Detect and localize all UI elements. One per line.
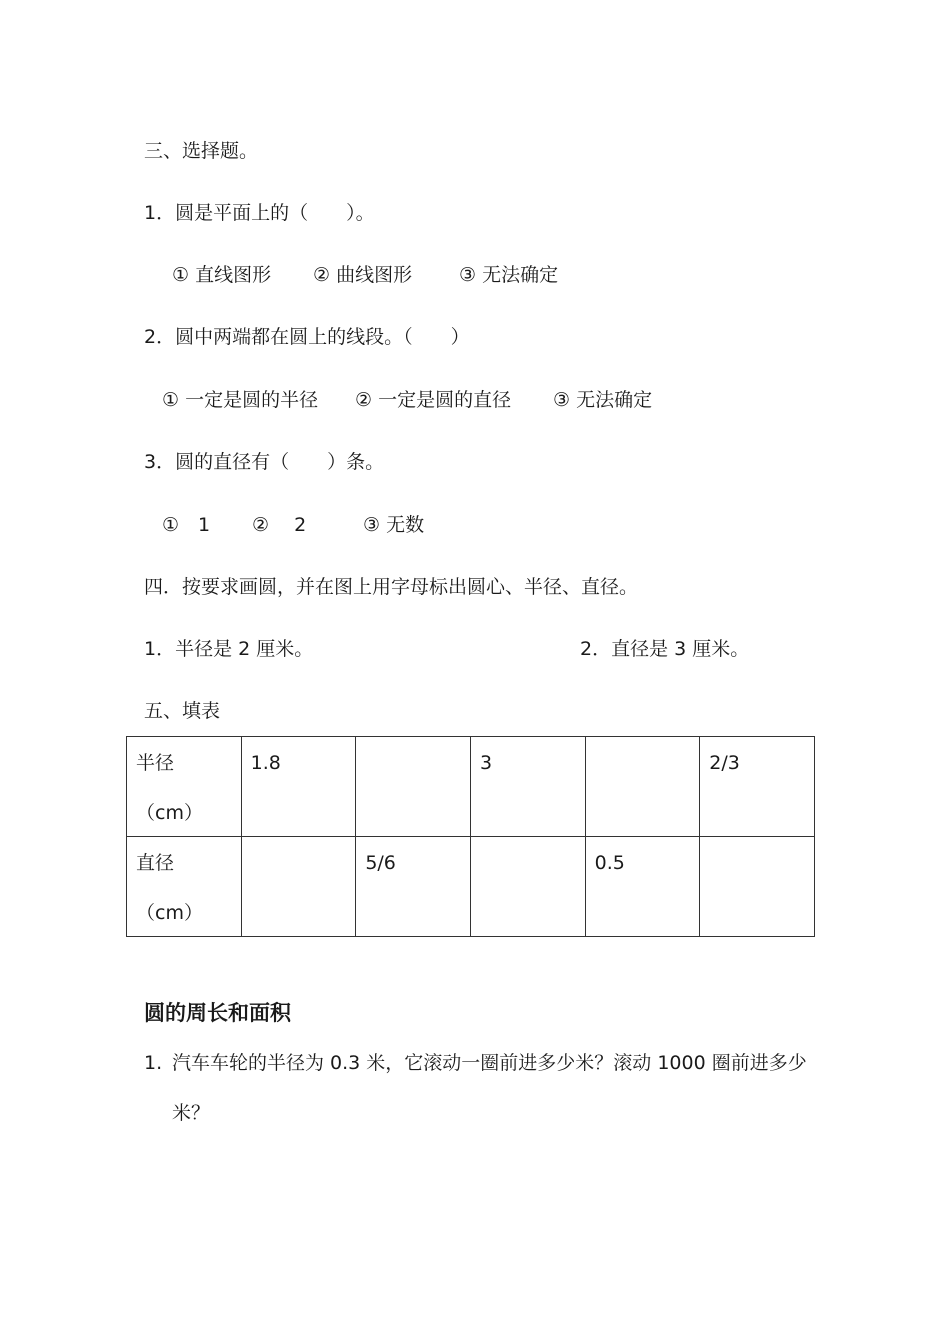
question-2-option-3: ③ 无法确定 bbox=[553, 389, 653, 411]
table-cell bbox=[470, 837, 585, 937]
question-1: 1．圆是平面上的（ ）。 bbox=[144, 202, 375, 224]
table-cell bbox=[700, 837, 815, 937]
table-cell: 0.5 bbox=[585, 837, 700, 937]
question-2-option-1: ① 一定是圆的半径 bbox=[162, 389, 319, 411]
table-cell: 3 bbox=[470, 737, 585, 837]
row-label-text: 直径 bbox=[136, 852, 175, 874]
word-problem-line-1: 汽车车轮的半径为 0.3 米，它滚动一圈前进多少米？滚动 1000 圈前进多少 bbox=[172, 1052, 807, 1074]
question-2-option-2: ② 一定是圆的直径 bbox=[355, 389, 512, 411]
table-cell: 5/6 bbox=[356, 837, 471, 937]
section-5-title: 五、填表 bbox=[144, 700, 221, 722]
question-3: 3．圆的直径有（ ）条。 bbox=[144, 451, 385, 473]
fill-table bbox=[126, 736, 815, 937]
row-unit-text: （cm） bbox=[136, 902, 203, 924]
row-unit-text: （cm） bbox=[136, 802, 203, 824]
table-row bbox=[127, 737, 815, 837]
table-cell: 2/3 bbox=[700, 737, 815, 837]
section-4-title: 四．按要求画圆，并在图上用字母标出圆心、半径、直径。 bbox=[144, 576, 639, 598]
table-cell: 1.8 bbox=[241, 737, 356, 837]
word-problem-line-2: 米？ bbox=[172, 1102, 211, 1124]
row-label-text: 半径 bbox=[136, 752, 175, 774]
table-cell bbox=[585, 737, 700, 837]
question-1-option-3: ③ 无法确定 bbox=[459, 264, 559, 286]
question-2: 2．圆中两端都在圆上的线段。（ ） bbox=[144, 326, 470, 348]
table-row bbox=[127, 837, 815, 937]
question-1-option-1: ① 直线图形 bbox=[172, 264, 272, 286]
section-3-title: 三、选择题。 bbox=[144, 140, 259, 162]
table-row-label bbox=[127, 737, 242, 837]
table-cell bbox=[241, 837, 356, 937]
question-3-option-1: ① 1 bbox=[162, 514, 211, 536]
table-cell bbox=[356, 737, 471, 837]
section-6-title: 圆的周长和面积 bbox=[144, 1001, 291, 1025]
section-4-item-2: 2．直径是 3 厘米。 bbox=[580, 638, 750, 660]
question-3-option-3: ③ 无数 bbox=[363, 514, 425, 536]
table-row-label bbox=[127, 837, 242, 937]
section-4-item-1: 1．半径是 2 厘米。 bbox=[144, 638, 314, 660]
question-1-option-2: ② 曲线图形 bbox=[313, 264, 413, 286]
question-3-option-2: ② 2 bbox=[252, 514, 307, 536]
word-problem-number: 1. bbox=[144, 1052, 163, 1074]
